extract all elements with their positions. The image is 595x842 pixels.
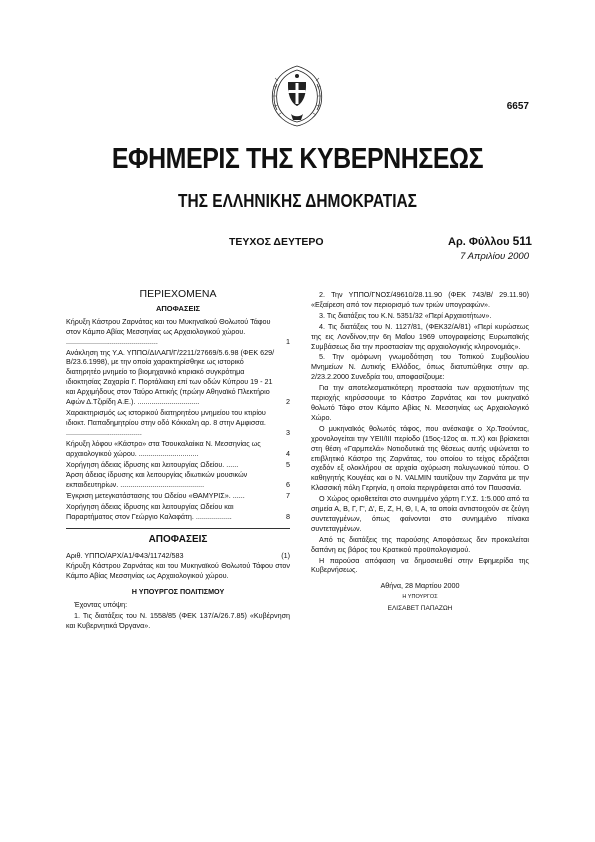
toc-item-text: Χορήγηση άδειας ίδρυσης και λειτουργίας Ωδείου και Παραρτήματος στον Γεώργιο Καλαφάτη. .................. [66,502,234,522]
toc-item-text: Χορήγηση άδειας ίδρυσης και λειτουργίας Ωδείου. ...... [66,459,239,469]
toc-list [66,317,290,522]
section-divider [66,528,290,529]
toc-item-text: Έγκριση μετεγκατάστασης του Ωδείου «ΘΑΜΥΡΙΣ». ...... [66,491,245,501]
considering-label: Έχοντας υπόψη: [74,600,128,610]
gazette-subtitle: ΤΗΣ ΕΛΛΗΝΙΚΗΣ ΔΗΜΟΚΡΑΤΙΑΣ [178,191,417,211]
left-column [66,290,290,632]
decisions-title: ΑΠΟΦΑΣΕΙΣ [148,533,208,545]
decision-ref-number: Αριθ. ΥΠΠΟ/ΑΡΧ/Α1/Φ43/11742/583 [66,550,184,560]
decision-paragraph: Ο μυκηναϊκός θολωτός τάφος, που ανέσκαψε ο Χρ.Τσούντας, χρονολογείται την ΥΕΙΙ/ΙΙΙ περίοδο (15ος-12ος αι. π.Χ) και βρίσκεται στη θέση «Γαρμπελά» Νοτιοδυτικά της θέσεως αυτής υψώνεται το επιβλητικό Κάστρο της Ζαρνάτας, του οποίου το τείχος εδράζεται σχεδόν εξ ολοκλήρου σε αρχαία οχύρωση πολυγωνικού τύπου. Ο καθηγητής Κουγέας και ο N. VALMIN ταυτίζουν την Ζαρνάτα με την Κλασσική πόλη Γερηνία, η οποία περιγράφεται από τον Παυσανία. [311,423,529,493]
gazette-title: ΕΦΗΜΕΡΙΣ ΤΗΣ ΚΥΒΕΡΝΗΣΕΩΣ [111,143,484,175]
decision-paragraph: 4. Τις διατάξεις του Ν. 1127/81, (ΦΕΚ32/Α/81) «Περί κυρώσεως της εις Λονδίνον,την 6η Μαΐου 1969 υπογραφείσης Ευρωπαϊκής Συμβάσεως δια την προστασίαν της αρχαιολογικής κληρονομιάς». [311,321,529,351]
greek-coat-of-arms-icon [267,64,327,128]
signature-name: ΕΛΙΣΑΒΕΤ ΠΑΠΑΖΩΗ [387,605,453,613]
toc-item [66,439,290,459]
toc-item [66,408,290,438]
toc-item-page: 3 [286,427,290,437]
toc-item-page: 4 [286,448,290,458]
decision-paragraph: 2. Την ΥΠΠΟ/ΓΝΟΣ/49610/28.11.90 (ΦΕΚ 743/Β/ 29.11.90) «Εξαίρεση από τον περιορισμό των τριών υπογραφών». [311,290,529,309]
toc-item-page: 8 [286,512,290,522]
toc-item-page: 2 [286,397,290,407]
decision-paragraph: Για την αποτελεσματικότερη προστασία των αρχαιοτήτων της περιοχής κηρύσσουμε το Κάστρο Ζαρνάτας και τον μυκηναϊκό θολωτό Τάφο στον Κάμπο Αβίας Ν. Μεσσηνίας ως Αρχαιολογικό Χώρο. [311,383,529,422]
toc-item [66,502,290,522]
page-number: 6657 [506,101,529,112]
signature-place-date: Αθήνα, 28 Μαρτίου 2000 [380,581,460,591]
issue-label: ΤΕΥΧΟΣ ΔΕΥΤΕΡΟ [229,236,324,248]
signature-role: Η ΥΠΟΥΡΓΟΣ [402,594,438,601]
decision-ref-index: (1) [281,550,290,560]
sheet-number [448,234,532,248]
decision-paragraph: Η παρούσα απόφαση να δημοσιευθεί στην Εφημερίδα της Κυβερνήσεως. [311,555,529,575]
decision-paragraph: 5. Την ομόφωνη γνωμοδότηση του Τοπικού Συμβουλίου Μνημείων Ν. Δυτικής Ελλάδος, όπως διατυπώθηκε στην αρ. 2/23.2.2000 Συνεδρία του, αποφασίζουμε: [311,352,529,382]
minister-title: Η ΥΠΟΥΡΓΟΣ ΠΟΛΙΤΙΣΜΟΥ [131,586,225,596]
publication-date: 7 Απριλίου 2000 [460,251,529,262]
decision-paragraph: Από τις διατάξεις της παρούσης Αποφάσεως δεν προκαλείται δαπάνη εις βάρος του Κρατικού προϋπολογισμού. [311,534,529,554]
toc-item [66,491,290,501]
toc-item-text: Άρση άδειας ίδρυσης και λειτουργίας ιδιωτικών μουσικών εκπαιδευτηρίων. .......................................... [66,470,248,490]
toc-item-text: Χαρακτηρισμός ως ιστορικού διατηρητέου μνημείου του κτιρίου ιδιοκτ. Παπαδημητρίου στην οδό Κόκκαλη αρ. 8 στην Αμφισσα. ...................................... [66,407,266,437]
toc-item-page: 5 [286,459,290,469]
sheet-label: Αρ. Φύλλου [448,236,510,248]
toc-item-page: 1 [286,336,290,346]
toc-item [66,317,290,347]
toc-item-text: Κήρυξη λόφου «Κάστρο» στα Τσουκαλαίικα Ν. Μεσσηνίας ως αρχαιολογικού χώρου. .............................. [66,438,261,458]
toc-item-page: 7 [286,491,290,501]
toc-item [66,348,290,407]
sheet-number-value: 511 [512,234,532,248]
toc-item [66,470,290,490]
right-column [311,290,529,614]
toc-item-text: Ανάκληση της Υ.Α. ΥΠΠΟ/ΔΙΛΑΠ/Γ/2211/27669/5.6.98 (ΦΕΚ 629/Β/23.6.1998), με την οποία χαρακτηρίσθηκε ως ιστορικό διατηρητέο μνημείο το βιομηχανικό κτιριακό συγκρότημα ιδιοκτησίας Ζαχαρία Γ. Πορτάλιακη επί των οδών Κύπρου 19 - 21 και Αρχιμήδους στον Ταύρο Αττικής (πρώην Αθηναϊκό Πλεκτήριο Αφών Δ.Τζιρίδη Α.Ε.). ............................... [66,347,275,407]
decision-reference [66,551,290,561]
toc-item [66,460,290,470]
toc-heading: ΠΕΡΙΕΧΟΜΕΝΑ [139,288,217,300]
decision-subject: Κήρυξη Κάστρου Ζαρνάτας και του Μυκηναϊκού Θολωτού Τάφου στον Κάμπο Αβίας Μεσσηνίας ως Αρχαιολογικού χώρου. [66,560,290,580]
decision-paragraph: 3. Τις διατάξεις του Κ.Ν. 5351/32 «Περί Αρχαιοτήτων». [319,310,492,320]
decision-paragraph: Ο Χώρος οριοθετείται στο συνημμένο χάρτη Γ.Υ.Σ. 1:5.000 από τα σημεία Α, Β, Γ, Γ', Δ', Ε, Ζ, Η, Θ, Ι, Α, τα οποία αντιστοιχούν σε ζεύγη συντεταγμένων, όπως φαίνονται στο συνημμένο πίνακα συντεταγμένων. [311,494,529,533]
toc-section-title: ΑΠΟΦΑΣΕΙΣ [155,303,201,313]
decision-paragraph: 1. Τις διατάξεις του Ν. 1558/85 (ΦΕΚ 137/Α/26.7.85) «Κυβέρνηση και Κυβερνητικά Όργανα». [66,611,290,631]
toc-item-text: Κήρυξη Κάστρου Ζαρνάτας και του Μυκηναϊκού Θολωτού Τάφου στον Κάμπο Αβίας Μεσσηνίας ως Αρχαιολογικού χώρου. .............................................. [66,316,271,346]
toc-item-page: 6 [286,480,290,490]
